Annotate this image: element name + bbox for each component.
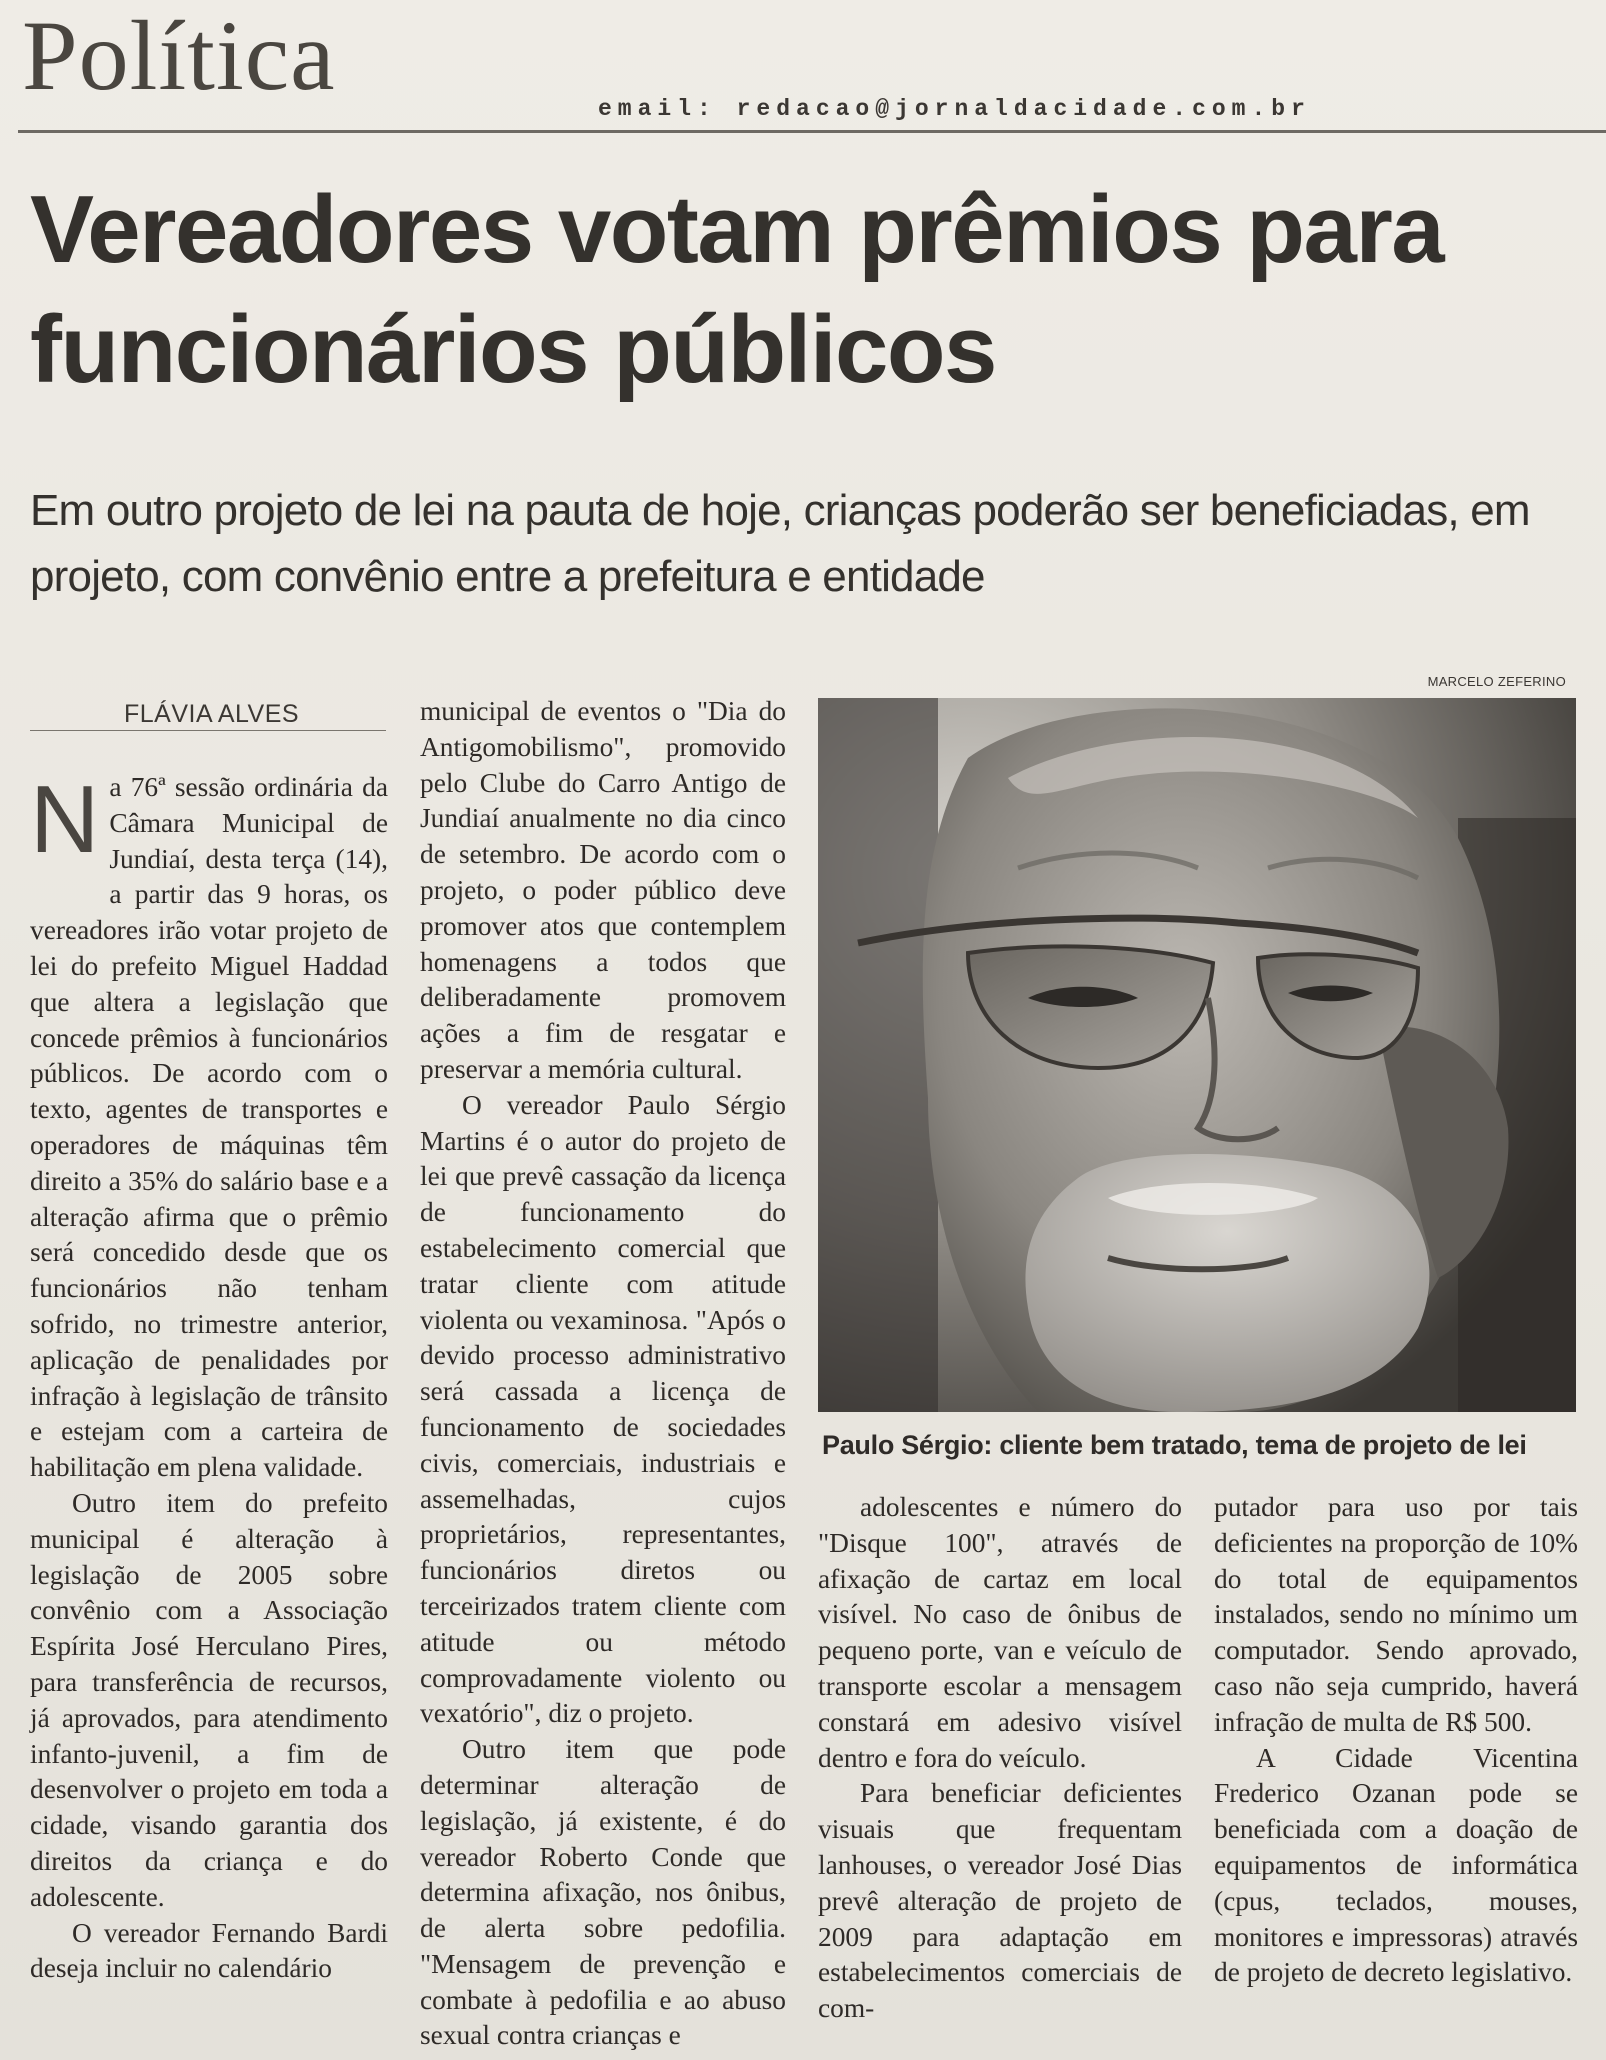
article-column-2 (420, 694, 786, 2054)
paragraph: O vereador Fernando Bardi deseja incluir no calendário (30, 1917, 388, 1984)
photo-credit: MARCELO ZEFERINO (1427, 674, 1566, 689)
paragraph: Outro item que pode determinar alteração de legislação, já existente, é do vereador Roberto Conde que determina afixação, nos ônibus, de alerta sobre pedofilia. "Mensagem de prevenção e combate à pedofilia e ao abuso sexual contra crianças e (420, 1734, 786, 2051)
paragraph: A Cidade Vicentina Frederico Ozanan pode se beneficiada com a doação de equipamentos de informática (cpus, teclados, mouses, monitores e impressoras) através de projeto de decreto legislativo. (1214, 1742, 1578, 1988)
article-column-1 (30, 766, 388, 1987)
article-headline: Vereadores votam prêmios para funcionários públicos (30, 176, 1444, 403)
drop-cap: N (30, 766, 100, 873)
paragraph: Outro item do prefeito municipal é alteração à legislação de 2005 sobre convênio com a Associação Espírita José Herculano Pires, para transferência de recursos, já aprovados, para atendimento infanto-juvenil, a fim de desenvolver o projeto em toda a cidade, visando garantia dos direitos da criança e do adolescente. (30, 1487, 388, 1912)
paragraph: O vereador Paulo Sérgio Martins é o autor do projeto de lei que prevê cassação da licença de funcionamento do estabelecimento comercial que tratar cliente com atitude violenta ou vexaminosa. "Após o devido processo administrativo será cassada a licença de funcionamento de sociedades civis, comerciais, industriais e assemelhadas, cujos proprietários, representantes, funcionários diretos ou terceirizados tratem cliente com atitude ou método comprovadamente violento ou vexatório", diz o projeto. (420, 1089, 786, 1729)
byline-rule (30, 730, 386, 731)
paragraph: putador para uso por tais deficientes na proporção de 10% do total de equipamentos instalados, sendo no mínimo um computador. Sendo aprovado, caso não seja cumprido, haverá infração de multa de R$ 500. (1214, 1492, 1578, 1737)
article-column-3 (818, 1490, 1182, 2027)
portrait-illustration (818, 698, 1576, 1412)
paragraph: adolescentes e número do "Disque 100", através de afixação de cartaz em local visível. No caso de ônibus de pequeno porte, van e veículo de transporte escolar a mensagem constará em adesivo visível dentro e fora do veículo. (818, 1492, 1182, 1773)
paragraph: Para beneficiar deficientes visuais que frequentam lanhouses, o vereador José Dias prevê alteração de projeto de 2009 para adaptação em estabelecimentos comerciais de com- (818, 1778, 1182, 2024)
article-subhead: Em outro projeto de lei na pauta de hoje, crianças poderão ser beneficiadas, em projeto, com convênio entre a prefeitura e entidade (30, 486, 1530, 601)
paragraph: a 76ª sessão ordinária da Câmara Municipal de Jundiaí, desta terça (14), a partir das 9 horas, os vereadores irão votar projeto de lei do prefeito Miguel Haddad que altera a legislação que concede prêmios à funcionários públicos. De acordo com o texto, agentes de transportes e operadores de máquinas têm direito a 35% do salário base e a alteração afirma que o prêmio será concedido desde que os funcionários não tenham sofrido, no trimestre anterior, aplicação de penalidades por infração à legislação de trânsito e estejam com a carteira de habilitação em plena validade. (30, 772, 388, 1483)
paragraph: municipal de eventos o "Dia do Antigomobilismo", promovido pelo Clube do Carro Antigo de Jundiaí anualmente no dia cinco de setembro. De acordo com o projeto, o poder público deve promover atos que contemplem homenagens a todos que deliberadamente promovem ações a fim de resgatar e preservar a memória cultural. (420, 696, 786, 1084)
photo-caption: Paulo Sérgio: cliente bem tratado, tema de projeto de lei (822, 1430, 1527, 1460)
byline: FLÁVIA ALVES (124, 700, 300, 728)
section-title: Política (22, 0, 336, 111)
header-rule (18, 130, 1606, 133)
portrait-photo (818, 698, 1576, 1412)
section-email: email: redacao@jornaldacidade.com.br (598, 96, 1311, 122)
article-column-4 (1214, 1490, 1578, 1991)
